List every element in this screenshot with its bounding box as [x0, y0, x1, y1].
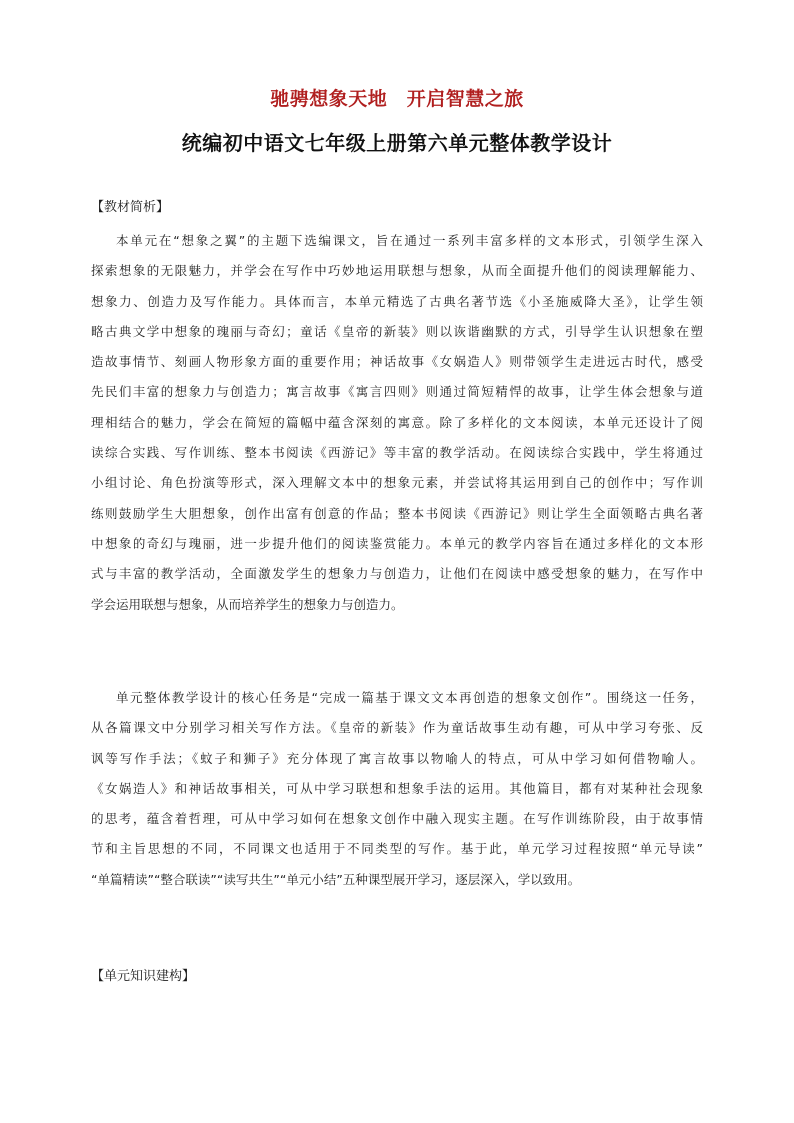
- paragraph-line: 理相结合的魅力，学会在简短的篇幅中蕴含深刻的寓意。除了多样化的文本阅读，本单元还设计了阅: [91, 414, 703, 430]
- paragraph-line: 的思考，蕴含着哲理，可从中学习如何在想象文创作中融入现实主题。在写作训练阶段，由于故事情: [91, 811, 703, 827]
- paragraph-line: 小组讨论、角色扮演等形式，深入理解文本中的想象元素，并尝试将其运用到自己的创作中；写作训: [91, 475, 703, 491]
- page-title: 统编初中语文七年级上册第六单元整体教学设计: [181, 131, 613, 155]
- paragraph-line: 想象力、创造力及写作能力。具体而言，本单元精选了古典名著节选《小圣施威降大圣》，让学生领: [91, 293, 703, 309]
- paragraph-line: “单篇精读”“整合联读”“读写共生”“单元小结”五种课型展开学习，逐层深入，学以致用。: [91, 871, 581, 887]
- paragraph-line: 练则鼓励学生大胆想象，创作出富有创意的作品；整本书阅读《西游记》则让学生全面领略古典名著: [91, 505, 703, 521]
- paragraph-line: 先民们丰富的想象力与创造力；寓言故事《寓言四则》则通过简短精悍的故事，让学生体会想象与道: [91, 384, 703, 400]
- section-heading-knowledge-structure: 【单元知识建构】: [91, 969, 196, 984]
- paragraph-line: 单元整体教学设计的核心任务是“完成一篇基于课文文本再创造的想象文创作”。围绕这一任务，: [116, 690, 703, 705]
- paragraph-line: 式与丰富的教学活动，全面激发学生的想象力与创造力，让他们在阅读中感受想象的魅力，在写作中: [91, 566, 703, 582]
- paragraph-core-task: [91, 683, 703, 895]
- paragraph-line: 略古典文学中想象的瑰丽与奇幻；童话《皇帝的新装》则以诙谐幽默的方式，引导学生认识想象在塑: [91, 323, 703, 339]
- paragraph-line: 讽等写作手法；《蚊子和狮子》充分体现了寓言故事以物喻人的特点，可从中学习如何借物喻人。: [91, 750, 703, 766]
- paragraph-line: 造故事情节、刻画人物形象方面的重要作用；神话故事《女娲造人》则带领学生走进远古时代，感受: [91, 354, 703, 370]
- paragraph-line: 读综合实践、写作训练、整本书阅读《西游记》等丰富的教学活动。在阅读综合实践中，学生将通过: [91, 445, 703, 461]
- section-heading-textbook-analysis: 【教材简析】: [91, 200, 170, 215]
- paragraph-line: 节和主旨思想的不同，不同课文也适用于不同类型的写作。基于此，单元学习过程按照“单元导读”: [91, 841, 703, 857]
- paragraph-line: 学会运用联想与想象，从而培养学生的想象力与创造力。: [91, 596, 404, 612]
- paragraph-line: 从各篇课文中分别学习相关写作方法。《皇帝的新装》作为童话故事生动有趣，可从中学习夸张、反: [91, 720, 703, 736]
- paragraph-textbook-analysis: [91, 226, 703, 620]
- page-title-red: 驰骋想象天地 开启智慧之旅: [270, 88, 524, 110]
- paragraph-line: 本单元在“想象之翼”的主题下选编课文，旨在通过一系列丰富多样的文本形式，引领学生深入: [116, 233, 703, 248]
- paragraph-line: 探索想象的无限魅力，并学会在写作中巧妙地运用联想与想象，从而全面提升他们的阅读理解能力、: [91, 263, 703, 279]
- paragraph-line: 《女娲造人》和神话故事相关，可从中学习联想和想象手法的运用。其他篇目，都有对某种社会现象: [91, 780, 703, 796]
- paragraph-line: 中想象的奇幻与瑰丽，进一步提升他们的阅读鉴赏能力。本单元的教学内容旨在通过多样化的文本形: [91, 535, 703, 551]
